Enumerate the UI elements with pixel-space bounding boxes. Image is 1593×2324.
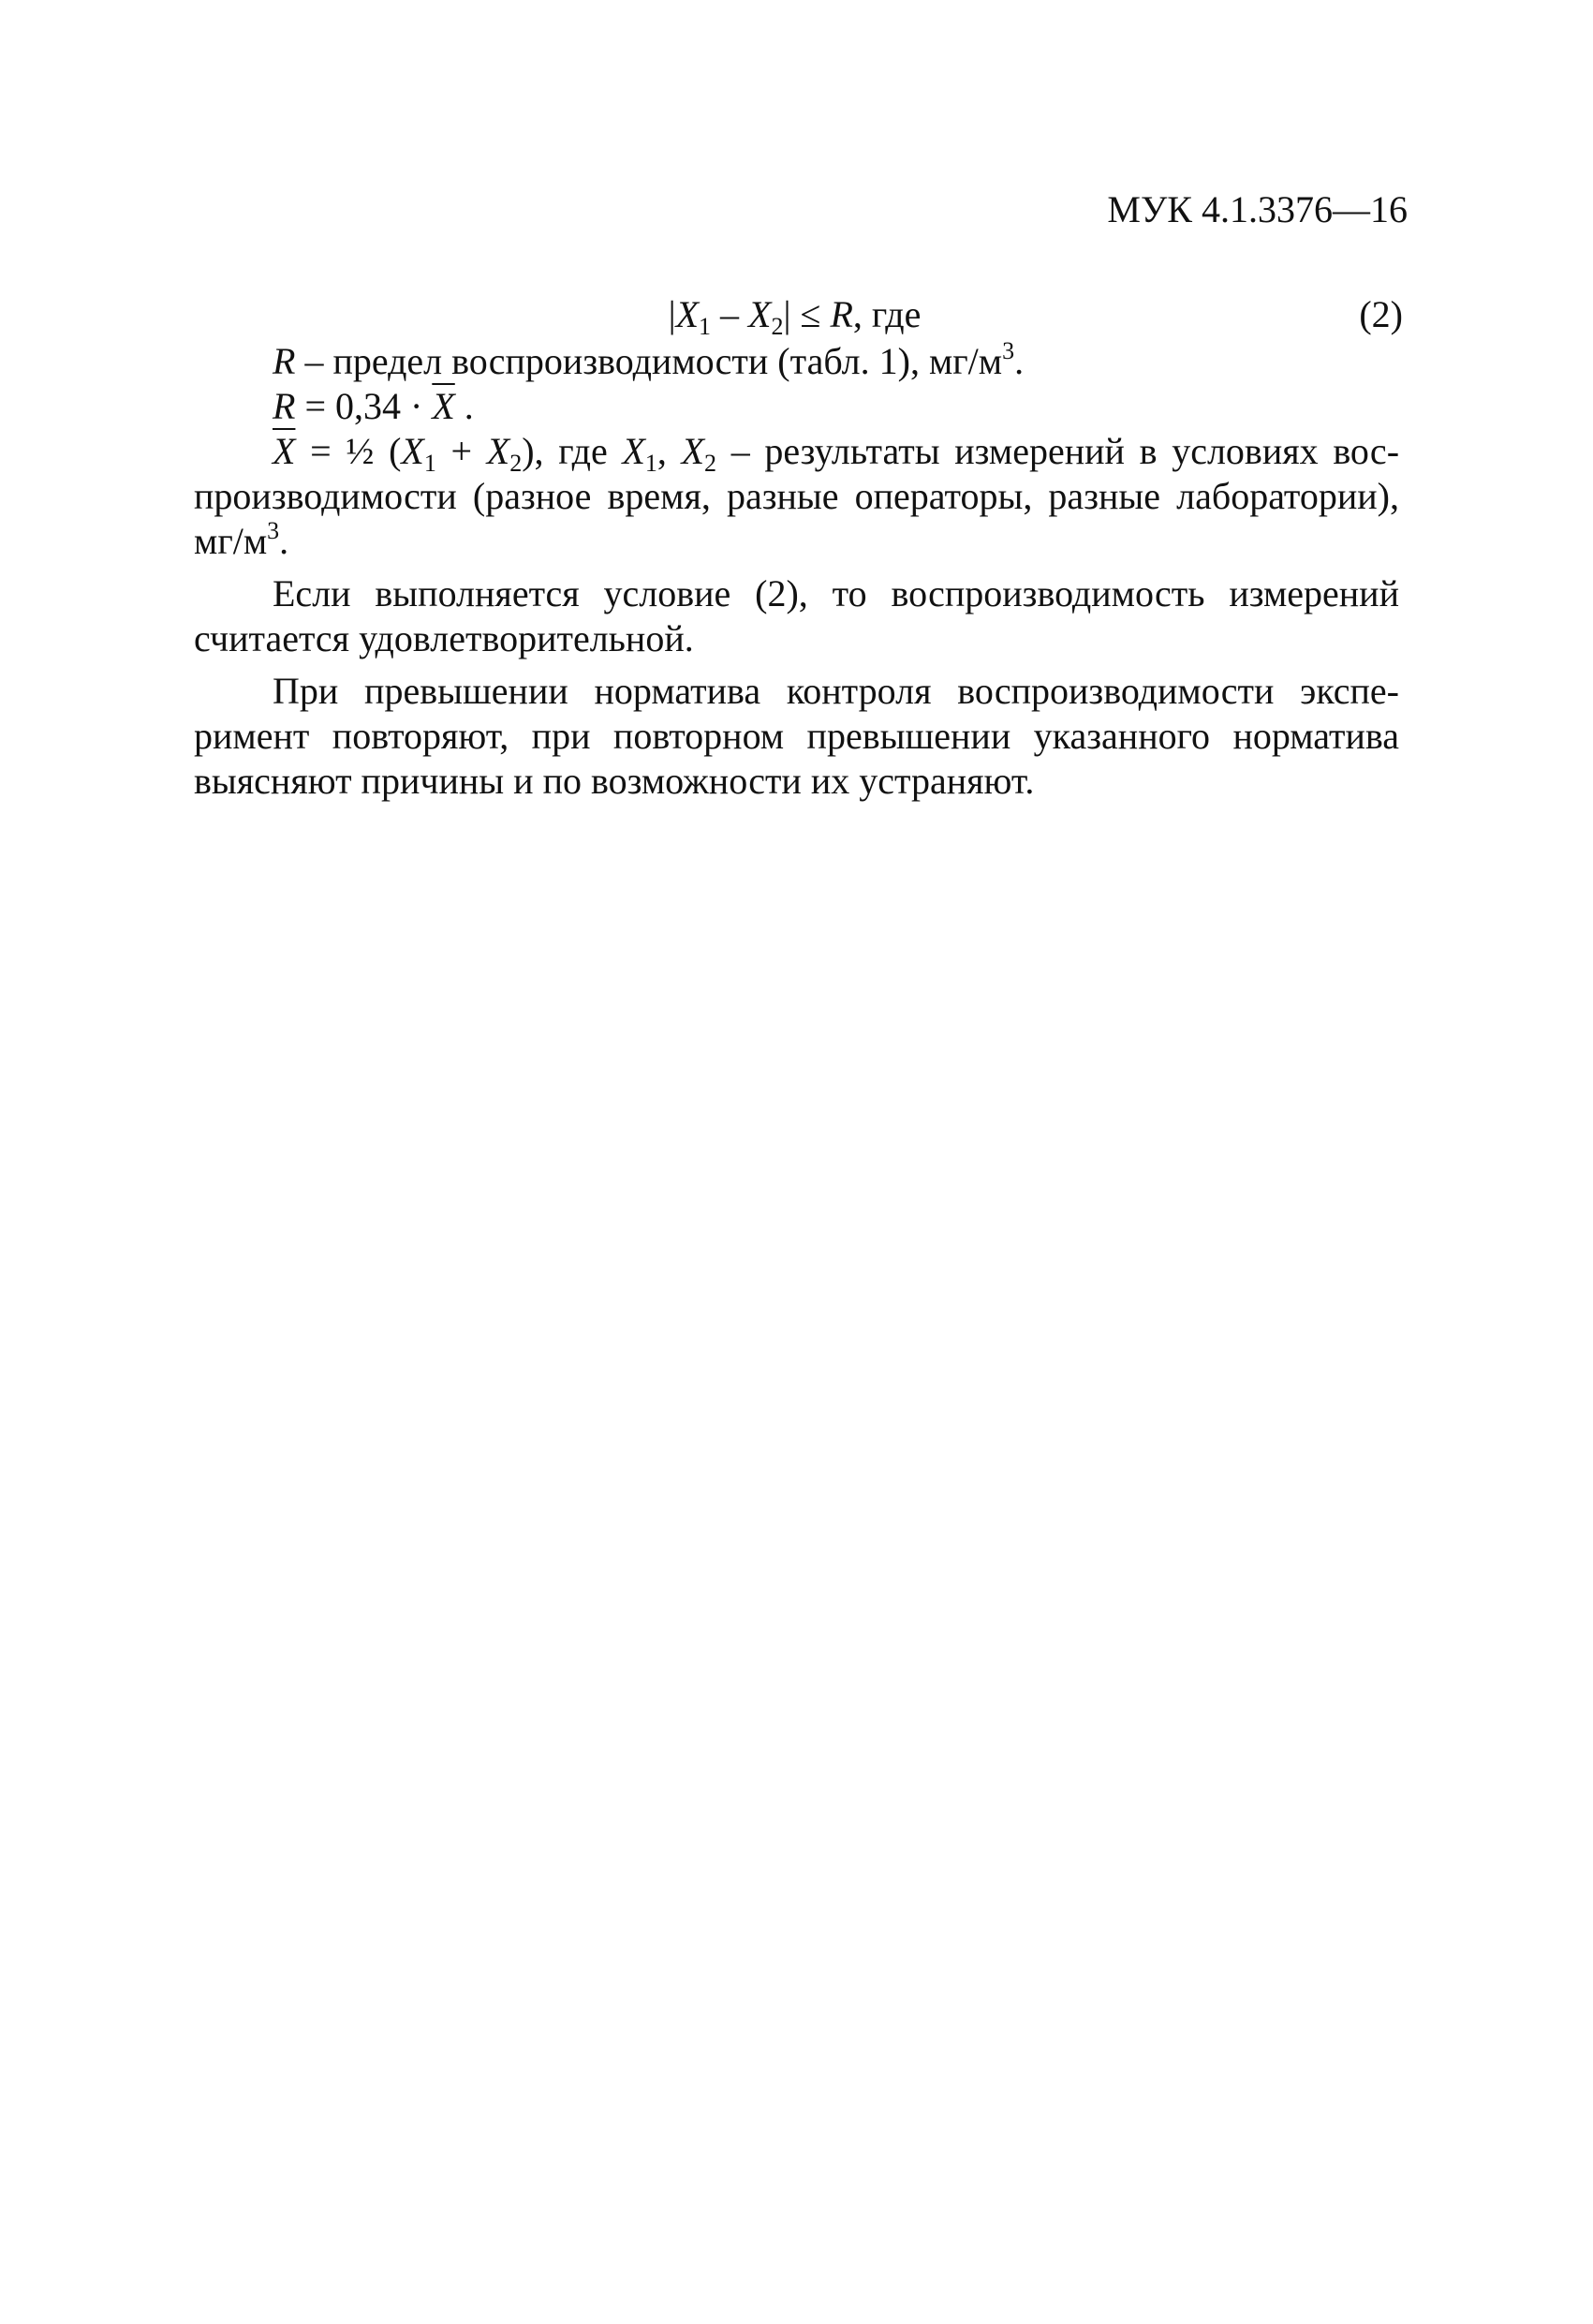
xbar-symbol: $\overline{X}$: [273, 430, 296, 472]
comma: ,: [656, 430, 682, 472]
page-content: [194, 292, 1403, 804]
r-eq-text: = 0,34 ·: [295, 385, 433, 427]
exceed-paragraph: При превышении норматива контроля воспроизводимости эксперимент повторяют, при повторном превышении указанного норматива выясняют причины и по возможности их устраняют.: [194, 670, 1399, 802]
x2-sub: 2: [509, 450, 523, 477]
paragraph-gap-2: [194, 661, 1399, 669]
condition-paragraph: Если выполняется условие (2), то воспроизводимость измерений считается удовлетворительной.: [194, 572, 1399, 659]
xbar-sup: 3: [267, 517, 280, 544]
xbar-eq: = ½ (: [295, 430, 402, 472]
xbar-where: ), где: [522, 430, 623, 472]
x1-sub: 1: [423, 450, 436, 477]
xbar-rest: – результаты измерений в условиях воспроизводимости (разное время, разные операторы, разные лаборатории), мг/м: [194, 430, 1400, 562]
formula-2: [194, 292, 1403, 340]
r-eq-xbar: $\overline{X}$: [432, 385, 455, 427]
r-definition: [194, 339, 1399, 384]
paragraph-gap: [194, 564, 1399, 571]
xbar-definition: [194, 429, 1399, 564]
xbar-end: .: [279, 520, 289, 562]
r-definition-sup: 3: [1002, 337, 1015, 364]
r-definition-text: – предел воспроизводимости (табл. 1), мг/м: [295, 340, 1003, 382]
r-equation: [194, 384, 1399, 429]
document-code-header: МУК 4.1.3376—16: [1107, 188, 1408, 230]
r-eq-symbol: R: [273, 385, 296, 427]
r-definition-end: .: [1014, 340, 1025, 382]
formula-2-expression: $|X_1 - X_2| \le R$, где: [668, 293, 922, 340]
x1b-symbol: X: [622, 430, 645, 472]
plus-sign: +: [435, 430, 487, 472]
x1-symbol: X: [401, 430, 424, 472]
r-eq-end: .: [454, 385, 474, 427]
x2b-sub: 2: [704, 450, 717, 477]
x2-symbol: X: [486, 430, 510, 472]
r-symbol: R: [273, 340, 296, 382]
x1b-sub: 1: [644, 450, 657, 477]
x2b-symbol: X: [681, 430, 705, 472]
formula-2-number: (2): [1359, 293, 1403, 335]
